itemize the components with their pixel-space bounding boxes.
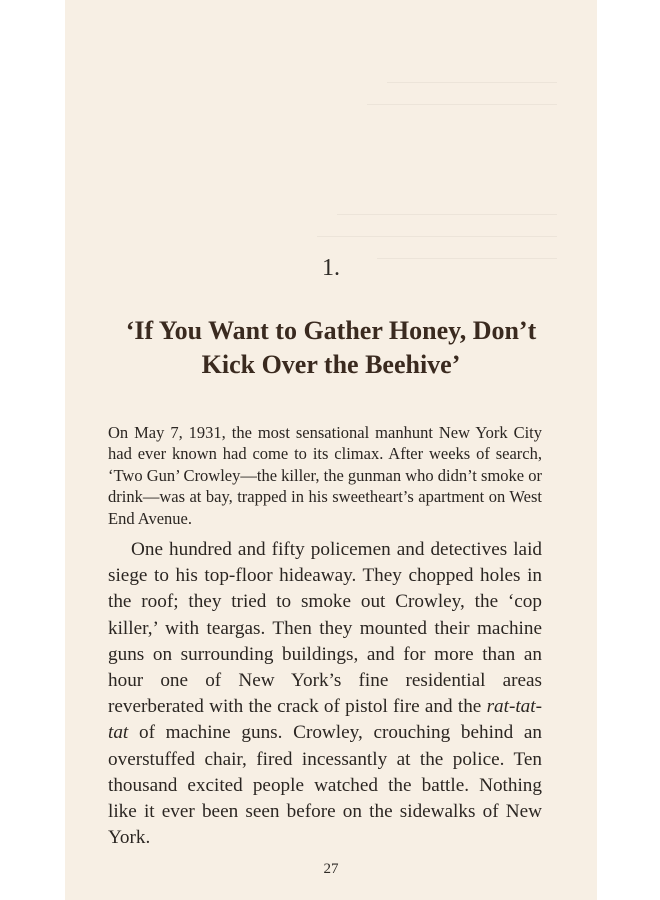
page-number: 27 — [323, 861, 339, 877]
paragraph-2-italic: rat-tat-tat — [108, 696, 542, 744]
chapter-title — [85, 314, 577, 382]
body-text — [108, 422, 542, 851]
bleed-through-line — [337, 214, 557, 215]
bleed-through-line — [367, 104, 557, 105]
paragraph-2 — [108, 537, 542, 851]
paragraph-1: On May 7, 1931, the most sensational manhunt New York City had ever known had come to its climax. After weeks of search, ‘Two Gun’ Crowley—the killer, the gunman who didn’t smoke or drink—was at bay, trapped in his sweetheart’s apartment on West End Avenue. — [108, 423, 542, 528]
bleed-through-line — [387, 82, 557, 83]
chapter-title-line-1: ‘If You Want to Gather Honey, Don’t — [125, 316, 537, 345]
chapter-title-line-2: Kick Over the Beehive’ — [201, 350, 461, 379]
book-page — [65, 0, 597, 900]
bleed-through-line — [317, 236, 557, 237]
paragraph-2-part-1: One hundred and fifty policemen and detectives laid siege to his top-floor hideaway. They chopped holes in the roof; they tried to smoke out Crowley, the ‘cop killer,’ with teargas. Then they mounted their machine guns on surrounding buildings, and for more than an hour one of New York’s fine residential areas reverberated with the crack of pistol fire and the — [108, 539, 542, 718]
paragraph-2-part-2: of machine guns. Crowley, crouching behind an overstuffed chair, fired incessantly at the police. Ten thousand excited people watched the battle. Nothing like it ever been seen before on the sidewalks of New York. — [108, 722, 542, 849]
chapter-number: 1. — [322, 255, 340, 281]
